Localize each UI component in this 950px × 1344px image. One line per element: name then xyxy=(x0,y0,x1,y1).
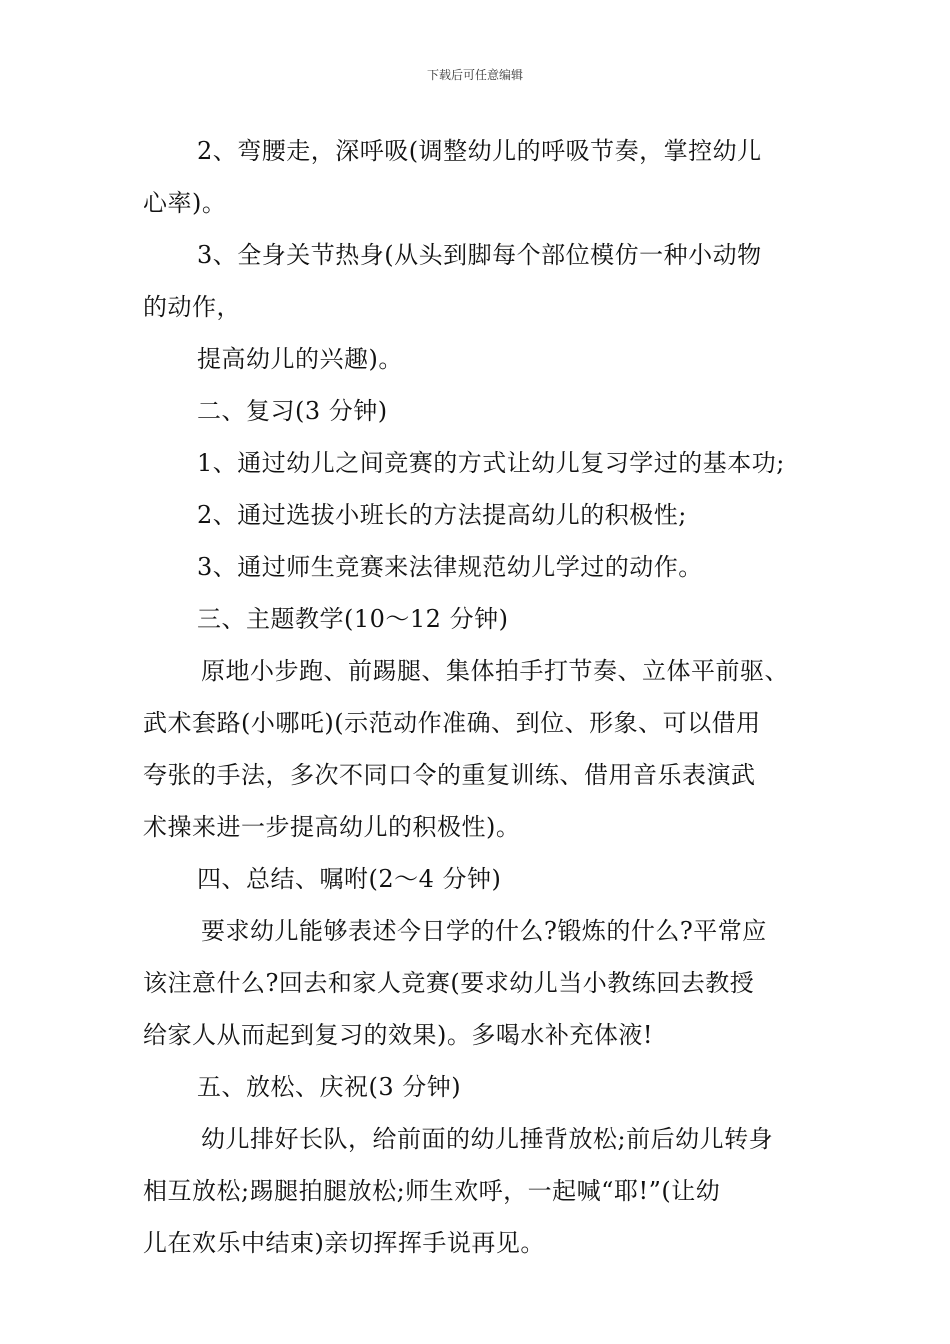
page-header: 下载后可任意编辑 xyxy=(426,68,523,82)
paragraph-line: 原地小步跑、前踢腿、集体拍手打节奏、立体平前驱、 xyxy=(201,657,789,685)
paragraph-line: 术操来进一步提高幼儿的积极性)。 xyxy=(143,813,521,841)
section-heading: 三、主题教学(10～12 分钟) xyxy=(197,605,509,633)
section-heading: 四、总结、嘱咐(2～4 分钟) xyxy=(197,865,502,893)
list-item: 3、通过师生竞赛来法律规范幼儿学过的动作。 xyxy=(197,553,703,581)
paragraph-line: 幼儿排好长队，给前面的幼儿捶背放松;前后幼儿转身 xyxy=(201,1125,774,1153)
paragraph-line: 儿在欢乐中结束)亲切挥挥手说再见。 xyxy=(143,1229,545,1257)
paragraph-line: 的动作， xyxy=(143,293,241,321)
document-body xyxy=(143,125,823,1269)
paragraph-line: 要求幼儿能够表述今日学的什么?锻炼的什么?平常应 xyxy=(201,917,767,945)
paragraph-line: 给家人从而起到复习的效果)。多喝水补充体液! xyxy=(143,1021,654,1049)
list-item: 1、通过幼儿之间竞赛的方式让幼儿复习学过的基本功; xyxy=(197,449,785,477)
section-heading: 二、复习(3 分钟) xyxy=(197,397,388,425)
paragraph-line: 武术套路(小哪吒)(示范动作准确、到位、形象、可以借用 xyxy=(143,709,761,737)
paragraph-line: 提高幼儿的兴趣)。 xyxy=(197,345,403,373)
section-heading: 五、放松、庆祝(3 分钟) xyxy=(197,1073,462,1101)
list-item: 2、通过选拔小班长的方法提高幼儿的积极性; xyxy=(197,501,687,529)
paragraph-line: 夸张的手法，多次不同口令的重复训练、借用音乐表演武 xyxy=(143,761,756,789)
paragraph-line: 3、全身关节热身(从头到脚每个部位模仿一种小动物 xyxy=(197,241,762,269)
paragraph-line: 心率)。 xyxy=(143,189,227,217)
paragraph-line: 2、弯腰走，深呼吸(调整幼儿的呼吸节奏，掌控幼儿 xyxy=(197,137,762,165)
paragraph-line: 相互放松;踢腿拍腿放松;师生欢呼，一起喊“耶!”(让幼 xyxy=(143,1177,721,1205)
paragraph-line: 该注意什么?回去和家人竞赛(要求幼儿当小教练回去教授 xyxy=(143,969,755,997)
